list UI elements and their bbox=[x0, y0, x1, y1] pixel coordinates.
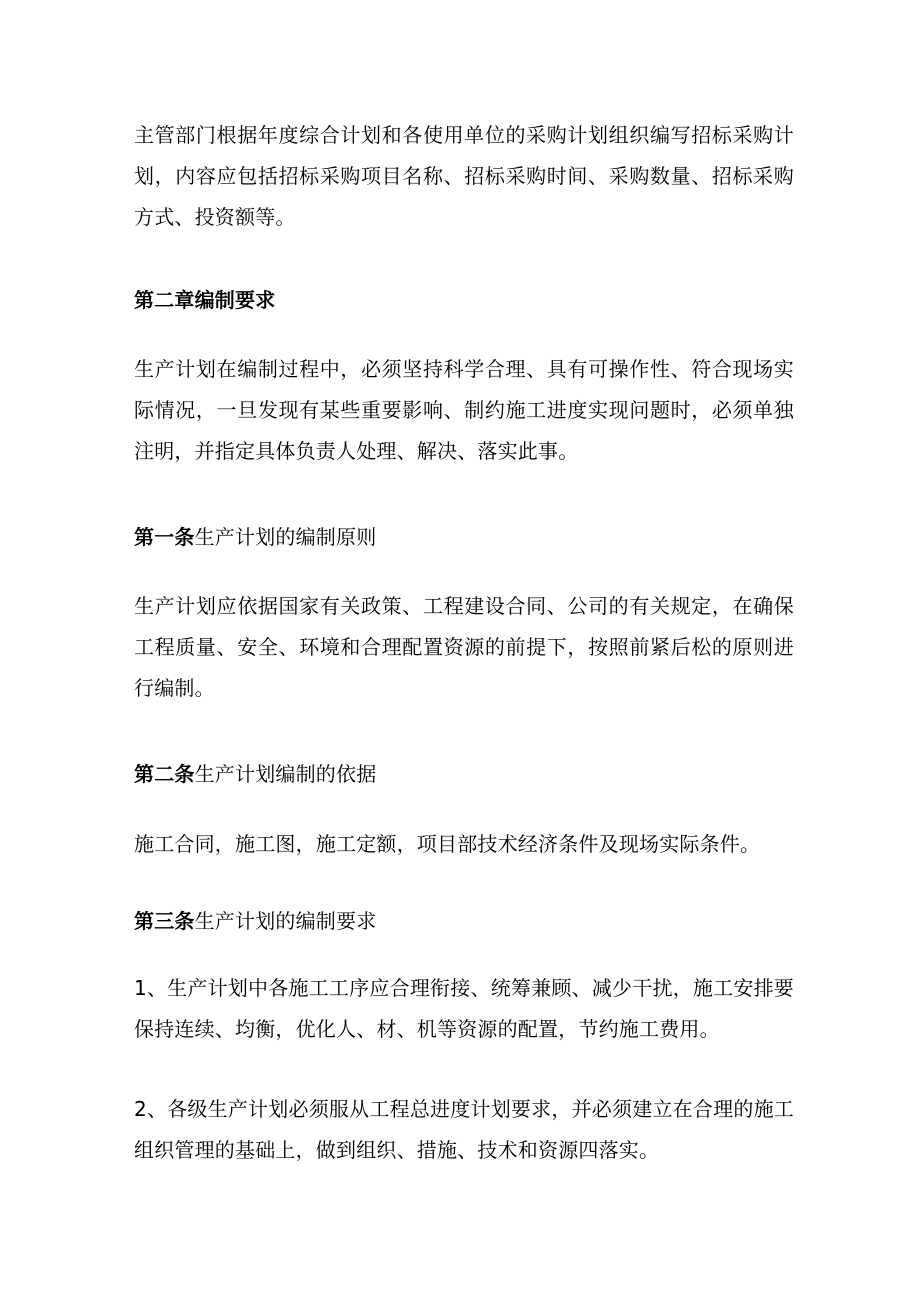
article-label: 第二条 bbox=[134, 762, 195, 786]
paragraph-compilation-principles: 生产计划应依据国家有关政策、工程建设合同、公司的有关规定，在确保工程质量、安全、环境和合理配置资源的前提下，按照前紧后松的原则进行编制。 bbox=[134, 594, 794, 700]
article-heading-3 bbox=[134, 901, 794, 942]
chapter-heading: 第二章编制要求 bbox=[134, 288, 276, 312]
paragraph-compilation-basis: 施工合同，施工图，施工定额，项目部技术经济条件及现场实际条件。 bbox=[134, 832, 761, 856]
paragraph-compilation-requirements: 生产计划在编制过程中，必须坚持科学合理、具有可操作性、符合现场实际情况，一旦发现有某些重要影响、制约施工进度实现问题时，必须单独注明，并指定具体负责人处理、解决、落实此事。 bbox=[134, 357, 794, 463]
article-title: 生产计划的编制要求 bbox=[194, 909, 377, 933]
requirement-item-1: 1、生产计划中各施工工序应合理衔接、统筹兼顾、减少干扰，施工安排要保持连续、均衡，优化人、材、机等资源的配置，节约施工费用。 bbox=[134, 976, 794, 1041]
paragraph-procurement-plan: 主管部门根据年度综合计划和各使用单位的采购计划组织编写招标采购计划，内容应包括招标采购项目名称、招标采购时间、采购数量、招标采购方式、投资额等。 bbox=[134, 123, 794, 229]
article-label: 第一条 bbox=[134, 525, 195, 549]
article-heading-2 bbox=[134, 754, 794, 795]
article-label: 第三条 bbox=[134, 909, 195, 933]
article-title: 生产计划编制的依据 bbox=[194, 762, 377, 786]
article-title: 生产计划的编制原则 bbox=[194, 525, 377, 549]
requirement-item-2: 2、各级生产计划必须服从工程总进度计划要求，并必须建立在合理的施工组织管理的基础上，做到组织、措施、技术和资源四落实。 bbox=[134, 1097, 794, 1162]
article-heading-1 bbox=[134, 517, 794, 558]
